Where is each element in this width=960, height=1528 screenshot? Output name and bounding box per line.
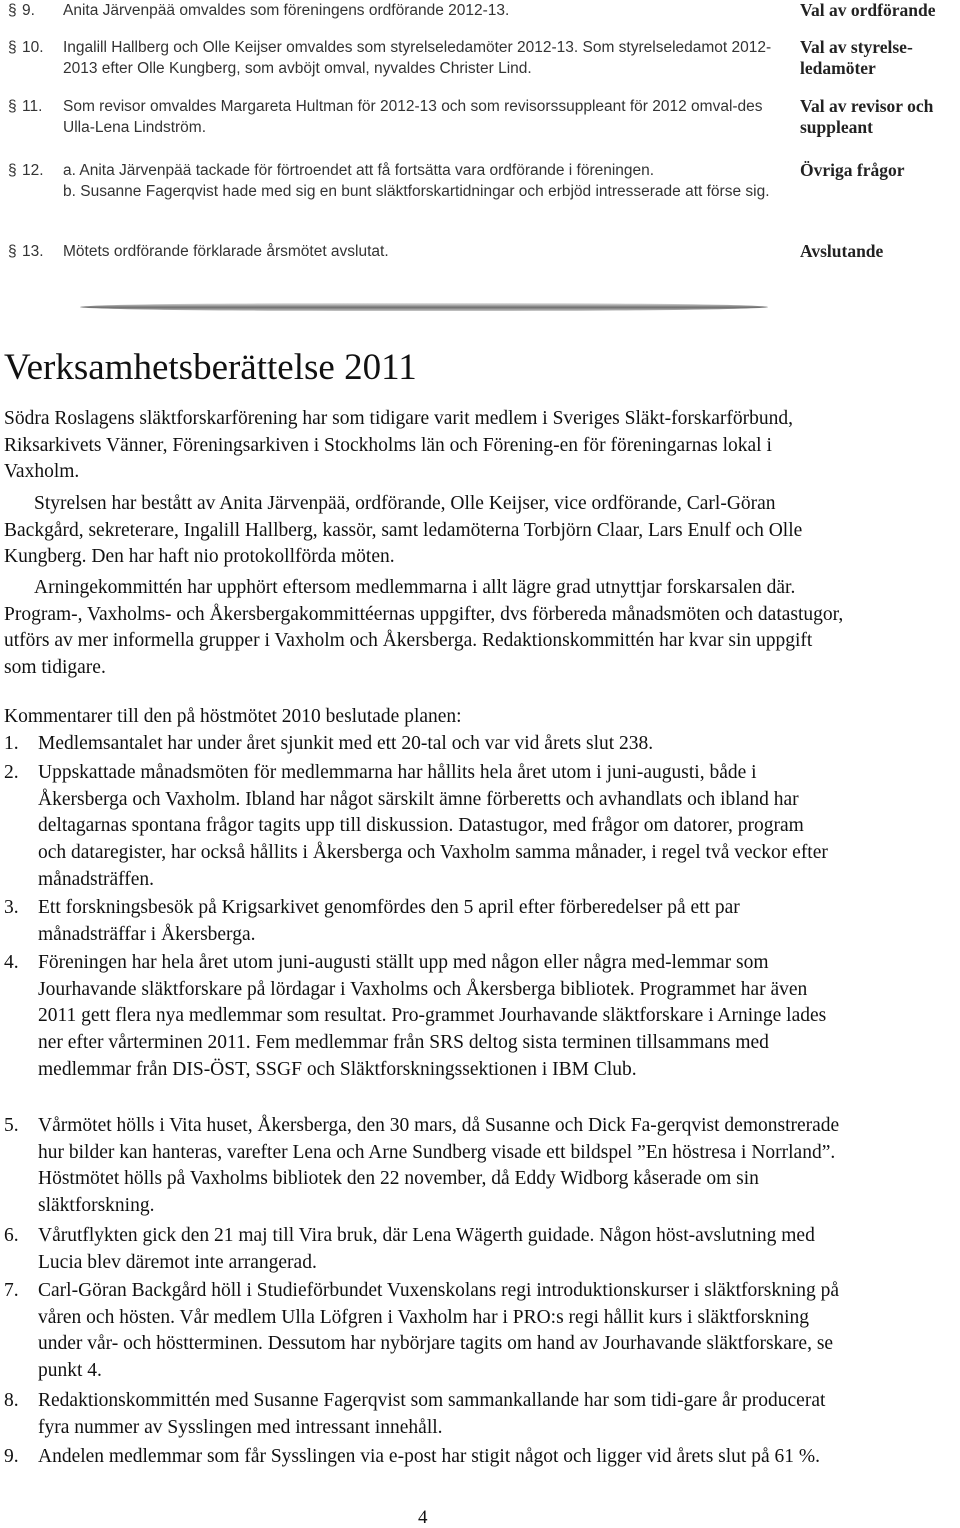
list-text: Vårutflykten gick den 21 maj till Vira bruk, där Lena Wägerth guidade. Någon höst-avslutning med Lucia blev däremot inte arrangerad. — [38, 1225, 815, 1273]
list-number: 5. — [4, 1115, 19, 1136]
margin-heading: Avslutande — [800, 241, 884, 261]
section-mark: § — [8, 162, 17, 179]
list-number: 1. — [4, 733, 19, 754]
item-number: 10. — [22, 39, 44, 56]
margin-heading: Val av styrelse-ledamöter — [800, 37, 913, 78]
item-text: Anita Järvenpää omvaldes som föreningens ordförande 2012-13. — [63, 2, 510, 19]
section-mark: § — [8, 2, 17, 19]
list-number: 3. — [4, 897, 19, 918]
report-paragraph: Södra Roslagens släktforskarförening har som tidigare varit medlem i Sveriges Släkt-forskarförbund, Riksarkivets Vänner, Föreningsarkiven i Stockholms län och Förening-en för föreningarnas lokal i Vaxholm. — [4, 408, 794, 483]
list-text: Uppskattade månadsmöten för medlemmarna har hållits hela året utom i juni-augusti, både i Åkersberga och Vaxholm. Ibland har något särskilt ämne förberetts och avhandlats och ibland har deltagarnas spontana frågor tagits upp till diskussion. Datastugor, med frågor om datorer, program och dataregister, har också hållits i Åkersberga och Vaxholm samma månader, i regel två veckor efter månadsträffen. — [38, 762, 828, 890]
margin-heading: Val av revisor och suppleant — [800, 96, 934, 137]
item-text-a: a. Anita Järvenpää tackade för förtroendet att få fortsätta vara ordförande i föreningen. — [63, 162, 655, 179]
page-number: 4 — [418, 1507, 428, 1528]
report-title: Verksamhetsberättelse 2011 — [4, 347, 417, 388]
section-divider — [80, 303, 768, 311]
item-text: Som revisor omvaldes Margareta Hultman för 2012-13 och som revisorssuppleant för 2012 omval-des Ulla-Lena Lindström. — [63, 98, 763, 136]
list-intro: Kommentarer till den på höstmötet 2010 beslutade planen: — [4, 706, 462, 727]
item-number: 13. — [22, 243, 44, 260]
item-text-b: b. Susanne Fagerqvist hade med sig en bunt släktforskartidningar och erbjöd intresserade att förse sig. — [63, 183, 770, 200]
section-mark: § — [8, 98, 17, 115]
report-paragraph: Arningekommittén har upphört eftersom medlemmarna i allt lägre grad utnyttjar forskarsalen där. Program-, Vaxholms- och Åkersbergakommittéernas uppgifter, dvs förbereda månadsmöten och datastugor, utförs av mer informella grupper i Vaxholm och Åkersberga. Redaktionskommittén har kvar sin uppgift som tidigare. — [4, 577, 844, 679]
section-mark: § — [8, 39, 17, 56]
item-text: Ingalill Hallberg och Olle Keijser omvaldes som styrelseledamöter 2012-13. Som styrelseledamot 2012-2013 efter Olle Kungberg, som avböjt omval, nyvaldes Christer Lind. — [63, 39, 772, 77]
list-number: 9. — [4, 1446, 19, 1467]
list-number: 7. — [4, 1280, 19, 1301]
section-mark: § — [8, 243, 17, 260]
list-text: Redaktionskommittén med Susanne Fagerqvist som sammankallande har som tidi-gare år producerat fyra nummer av Sysslingen med intressant innehåll. — [38, 1390, 826, 1438]
item-number: 9. — [22, 2, 35, 19]
list-text: Andelen medlemmar som får Sysslingen via e-post har stigit något och ligger vid årets slut på 61 %. — [38, 1446, 820, 1467]
list-number: 6. — [4, 1225, 19, 1246]
margin-heading: Val av ordförande — [800, 0, 936, 20]
item-number: 12. — [22, 162, 44, 179]
list-number: 2. — [4, 762, 19, 783]
list-text: Vårmötet hölls i Vita huset, Åkersberga, den 30 mars, då Susanne och Dick Fa-gerqvist demonstrerade hur bilder kan hanteras, varefter Lena och Arne Sundberg visade ett bildspel ”En höstresa i Norrland”. Höstmötet hölls på Vaxholms bibliotek den 22 november, då Eddy Widborg kåserade om sin släktforskning. — [38, 1115, 840, 1217]
item-number: 11. — [22, 98, 43, 115]
list-number: 8. — [4, 1390, 19, 1411]
item-text: Mötets ordförande förklarade årsmötet avslutat. — [63, 243, 389, 260]
report-paragraph: Styrelsen har bestått av Anita Järvenpää, ordförande, Olle Keijser, vice ordförande, Carl-Göran Backgård, sekreterare, Ingalill Hallberg, kassör, samt ledamöterna Torbjörn Claar, Lars Enulf och Olle Kungberg. Den har haft nio protokollförda möten. — [4, 493, 803, 568]
list-text: Medlemsantalet har under året sjunkit med ett 20-tal och var vid årets slut 238. — [38, 733, 654, 754]
list-text: Ett forskningsbesök på Krigsarkivet genomfördes den 5 april efter förberedelser på ett par månadsträffar i Åkersberga. — [38, 897, 740, 945]
list-text: Föreningen har hela året utom juni-augusti ställt upp med någon eller några med-lemmar som Jourhavande släktforskare på lördagar i Vaxholms och Åkersberga bibliotek. Programmet har även 2011 gett flera nya medlemmar som resultat. Pro-grammet Jourhavande släktforskare i Arninge lades ner efter vårterminen 2011. Fem medlemmar från SRS deltog sista terminen tillsammans med medlemmar från DIS-ÖST, SSGF och Släktforskningssektionen i IBM Club. — [38, 952, 827, 1080]
item-text — [63, 160, 788, 202]
margin-heading: Övriga frågor — [800, 160, 905, 180]
list-number: 4. — [4, 952, 19, 973]
list-text: Carl-Göran Backgård höll i Studieförbundet Vuxenskolans regi introduktionskurser i släktforskning på våren och hösten. Vår medlem Ulla Löfgren i Vaxholm har i PRO:s regi hållit kurs i släktforskning under vår- och höstterminen. Dessutom har nybörjare tagits om hand av Jourhavande släktforskare, se punkt 4. — [38, 1280, 840, 1382]
